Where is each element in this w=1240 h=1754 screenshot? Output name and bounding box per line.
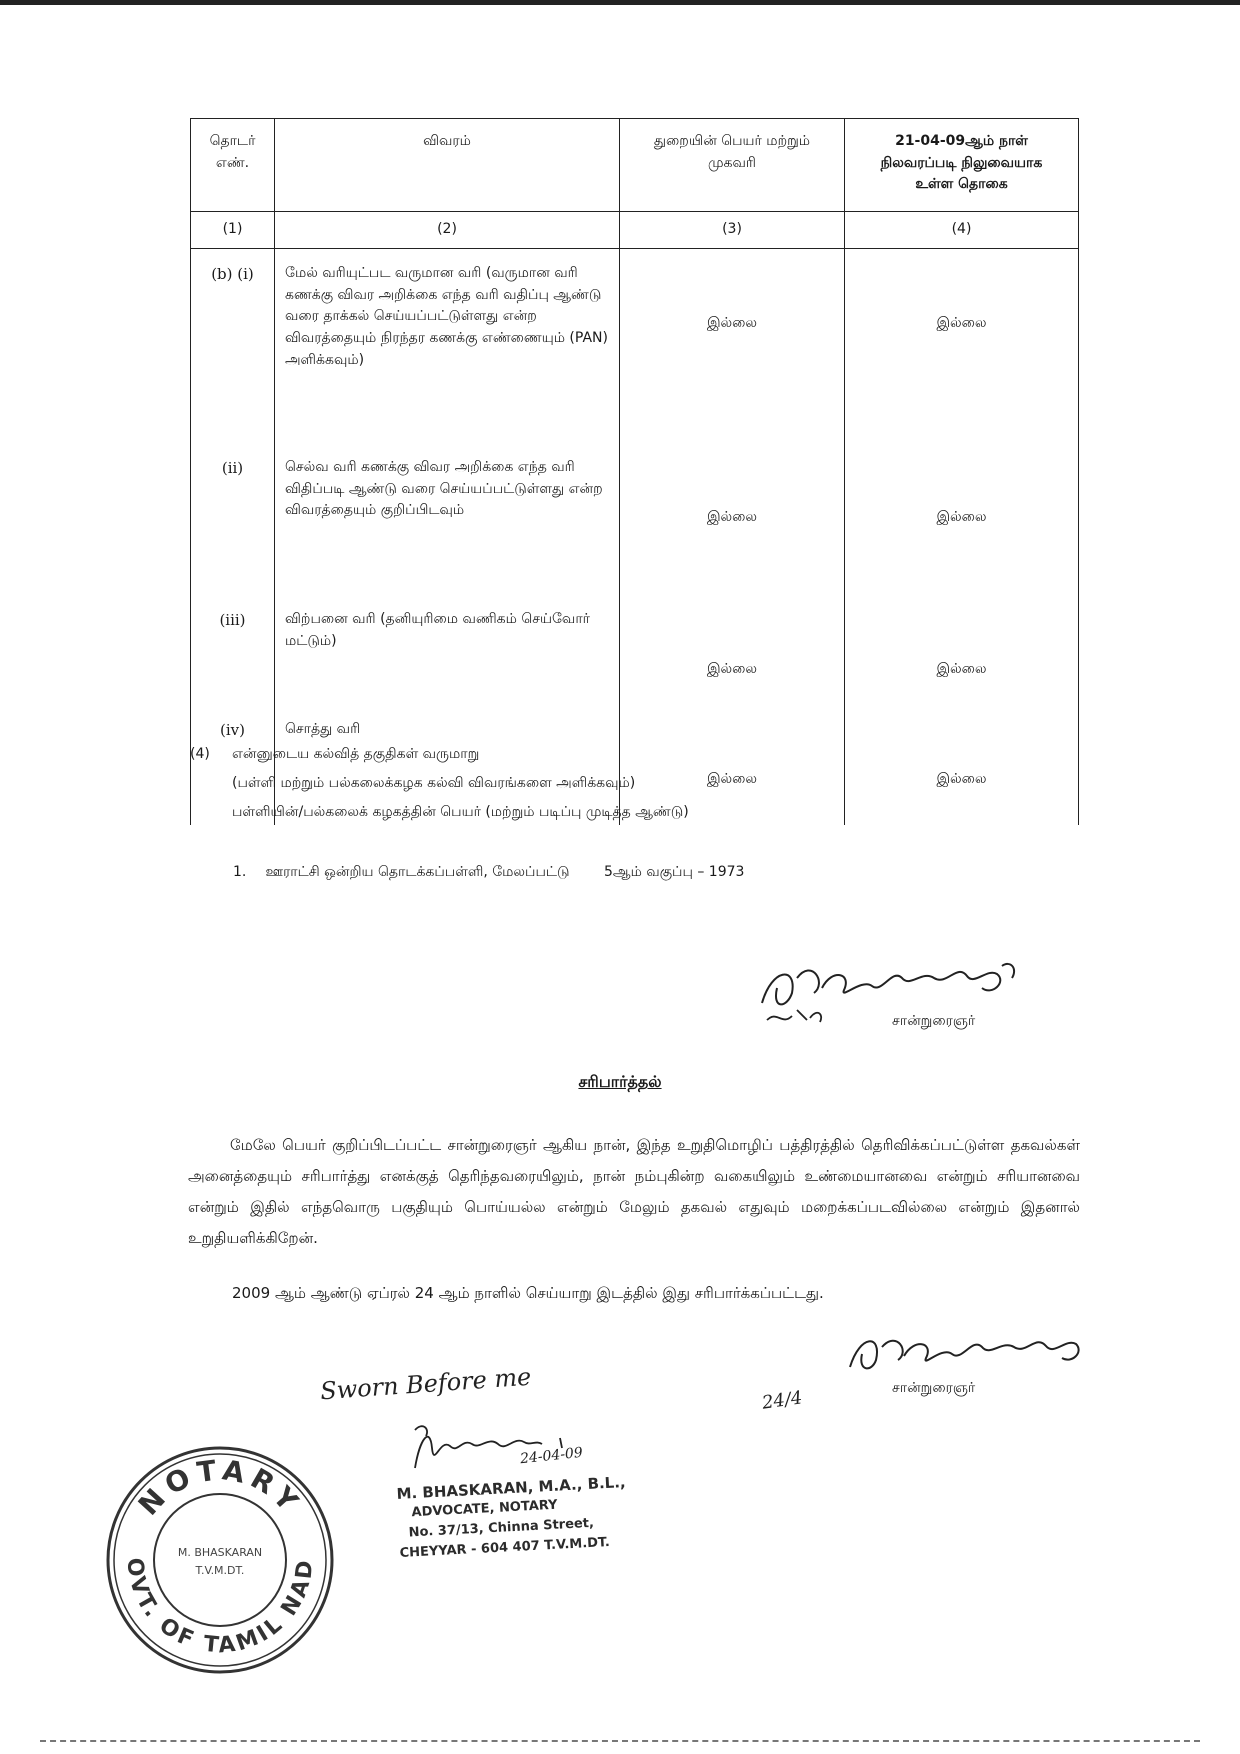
notary-seal-graphic	[100, 1440, 340, 1680]
serial-cell: (iv)	[220, 721, 245, 739]
column-number: (1)	[191, 212, 275, 249]
top-border-line	[0, 0, 1240, 5]
serial-cell: (ii)	[221, 459, 244, 477]
amount-cell: இல்லை	[936, 315, 987, 331]
department-cell: இல்லை	[706, 509, 758, 525]
verification-date-line: 2009 ஆம் ஆண்டு ஏப்ரல் 24 ஆம் நாளில் செய்யாறு இடத்தில் இது சரிபார்க்கப்பட்டது.	[232, 1284, 824, 1302]
amount-cell: இல்லை	[936, 661, 987, 677]
school-index: 1.	[233, 864, 247, 880]
amount-column	[845, 249, 1079, 826]
serial-cell: (iii)	[219, 611, 246, 629]
notary-seal	[100, 1440, 340, 1684]
header-amount: 21-04-09ஆம் நாள் நிலவரப்படி நிலுவையாக உள்ள தொகை	[845, 119, 1079, 212]
seal-top-text: NOTARY	[131, 1453, 309, 1522]
education-line-1: என்னுடைய கல்வித் தகுதிகள் வருமாறு	[232, 746, 480, 762]
section-number: (4)	[190, 746, 210, 762]
detail-cell: விற்பனை வரி (தனியுரிமை வணிகம் செய்வோர் மட்டும்)	[285, 611, 590, 649]
deponent-signature-2	[842, 1322, 1092, 1382]
column-number: (3)	[620, 212, 845, 249]
deponent-label-2: சான்றுரைஞர்	[892, 1380, 976, 1396]
amount-cell: இல்லை	[936, 771, 987, 787]
handwritten-initials: 24/4	[760, 1387, 804, 1414]
serial-cell: (b) (i)	[211, 265, 254, 283]
detail-cell: மேல் வரியுட்பட வருமான வரி (வருமான வரி கணக்கு விவர அறிக்கை எந்த வரி வதிப்பு ஆண்டு வரை தாக்கல் செய்யப்பட்டுள்ளது என்ற விவரத்தையும் நிரந்தர கணக்கு எண்ணையும் (PAN) அளிக்கவும்)	[285, 265, 608, 368]
department-cell: இல்லை	[706, 661, 758, 677]
detail-column	[275, 249, 620, 826]
header-detail: விவரம்	[275, 119, 620, 212]
verification-title: சரிபார்த்தல்	[578, 1072, 662, 1091]
seal-center-place: T.V.M.DT.	[195, 1564, 245, 1577]
deponent-label-1: சான்றுரைஞர்	[892, 1013, 976, 1029]
school-name: ஊராட்சி ஒன்றிய தொடக்கப்பள்ளி, மேலப்பட்டு	[265, 864, 570, 880]
notary-title: ADVOCATE, NOTARY	[411, 1497, 558, 1521]
notary-city: CHEYYAR - 604 407 T.V.M.DT.	[399, 1534, 611, 1561]
serial-column	[191, 249, 275, 826]
seal-ring-text: OVT. OF TAMIL NAD	[121, 1556, 319, 1659]
declaration-table	[190, 118, 1079, 825]
education-line-2: (பள்ளி மற்றும் பல்கலைக்கழக கல்வி விவரங்களை அளிக்கவும்)	[232, 775, 636, 791]
table-header-row	[191, 119, 1079, 212]
school-entry	[233, 864, 744, 882]
department-cell: இல்லை	[706, 315, 758, 331]
seal-center-name: M. BHASKARAN	[177, 1546, 263, 1559]
bottom-border-line	[40, 1740, 1200, 1742]
amount-cell: இல்லை	[936, 509, 987, 525]
department-cell: இல்லை	[706, 771, 758, 787]
education-line-3: பள்ளியின்/பல்கலைக் கழகத்தின் பெயர் (மற்றும் படிப்பு முடித்த ஆண்டு)	[232, 804, 689, 820]
column-number-row	[191, 212, 1079, 249]
notary-address-stamp	[396, 1472, 629, 1564]
department-column	[620, 249, 845, 826]
notary-street: No. 37/13, Chinna Street,	[408, 1515, 595, 1541]
school-grade-year: 5ஆம் வகுப்பு – 1973	[603, 864, 745, 880]
notary-handwritten-date: 24-04-09	[519, 1444, 584, 1468]
column-number: (4)	[845, 212, 1079, 249]
table-body-row	[191, 249, 1079, 826]
detail-cell: சொத்து வரி	[285, 721, 361, 737]
header-department: துறையின் பெயர் மற்றும் முகவரி	[620, 119, 845, 212]
notary-name: M. BHASKARAN, M.A., B.L.,	[396, 1473, 627, 1504]
verification-paragraph: மேலே பெயர் குறிப்பிடப்பட்ட சான்றுரைஞர் ஆகிய நான், இந்த உறுதிமொழிப் பத்திரத்தில் தெரிவிக்கப்பட்டுள்ள தகவல்கள் அனைத்தையும் சரிபார்த்து எனக்குத் தெரிந்தவரையிலும், நான் நம்புகின்ற வகையிலும் உண்மையானவை என்றும் சரியானவை என்றும் இதில் எந்தவொரு பகுதியும் பொய்யல்ல என்றும் மேலும் தகவல் எதுவும் மறைக்கப்படவில்லை என்றும் இதனால் உறுதியளிக்கிறேன்.	[188, 1136, 1080, 1247]
header-serial: தொடர் எண்.	[191, 119, 275, 212]
column-number: (2)	[275, 212, 620, 249]
sworn-before-me-text: Sworn Before me	[319, 1362, 533, 1406]
detail-cell: செல்வ வரி கணக்கு விவர அறிக்கை எந்த வரி விதிப்படி ஆண்டு வரை செய்யப்பட்டுள்ளது என்ற விவரத்தையும் குறிப்பிடவும்	[285, 459, 603, 519]
